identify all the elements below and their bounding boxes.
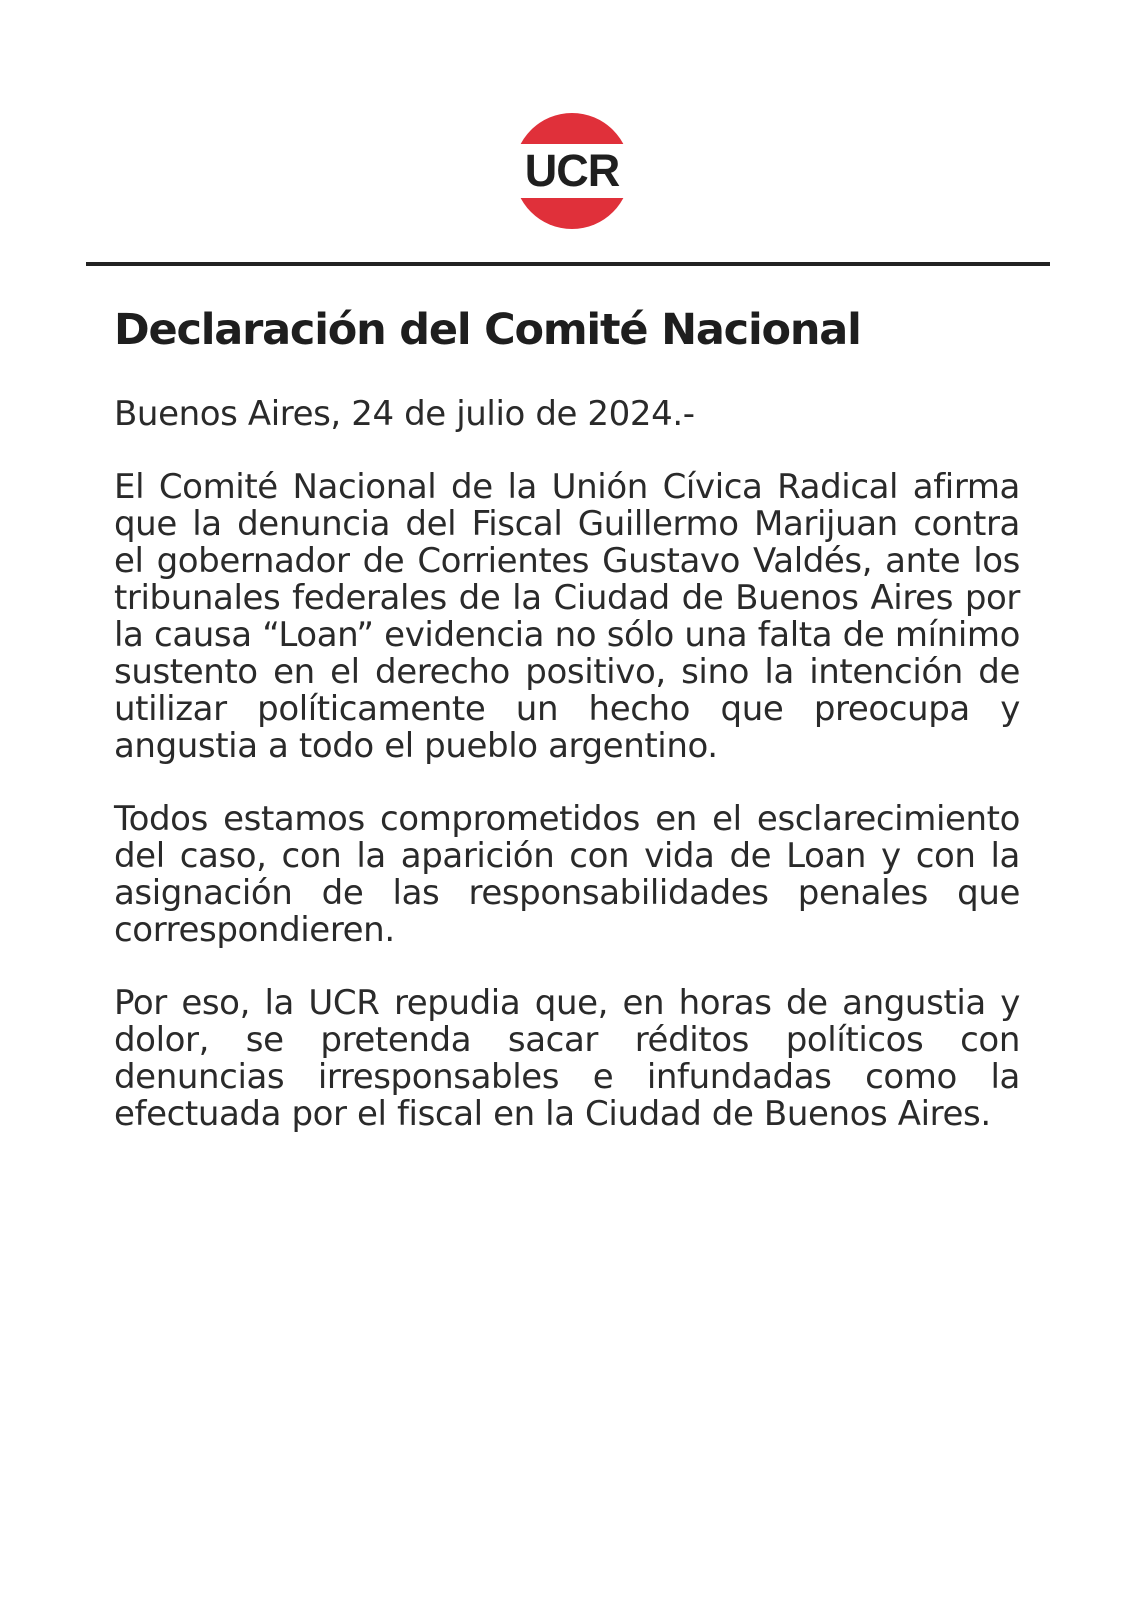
page-title: Declaración del Comité Nacional [114,305,861,355]
logo-wordmark: UCR [524,145,620,196]
header-divider [86,262,1050,266]
logo-top-band [514,113,630,144]
paragraph-2: Todos estamos comprometidos en el esclarecimiento del caso, con la aparición con vida de Loan y con la asignación de las responsabilidades penales que correspondieren. [114,799,1020,950]
ucr-logo [514,113,630,229]
paragraph-1: El Comité Nacional de la Unión Cívica Radical afirma que la denuncia del Fiscal Guillermo Marijuan contra el gobernador de Corrientes Gustavo Valdés, ante los tribunales federales de la Ciudad de Buenos Aires por la causa “Loan” evidencia no sólo una falta de mínimo sustento en el derecho positivo, sino la intención de utilizar políticamente un hecho que preocupa y angustia a todo el pueblo argentino. [114,467,1020,766]
statement-body [114,300,1020,1133]
dateline: Buenos Aires, 24 de julio de 2024.- [114,394,695,434]
paragraph-3: Por eso, la UCR repudia que, en horas de angustia y dolor, se pretenda sacar réditos políticos con denuncias irresponsables e infundadas como la efectuada por el fiscal en la Ciudad de Buenos Aires. [114,983,1020,1134]
logo-bottom-band [514,198,630,229]
